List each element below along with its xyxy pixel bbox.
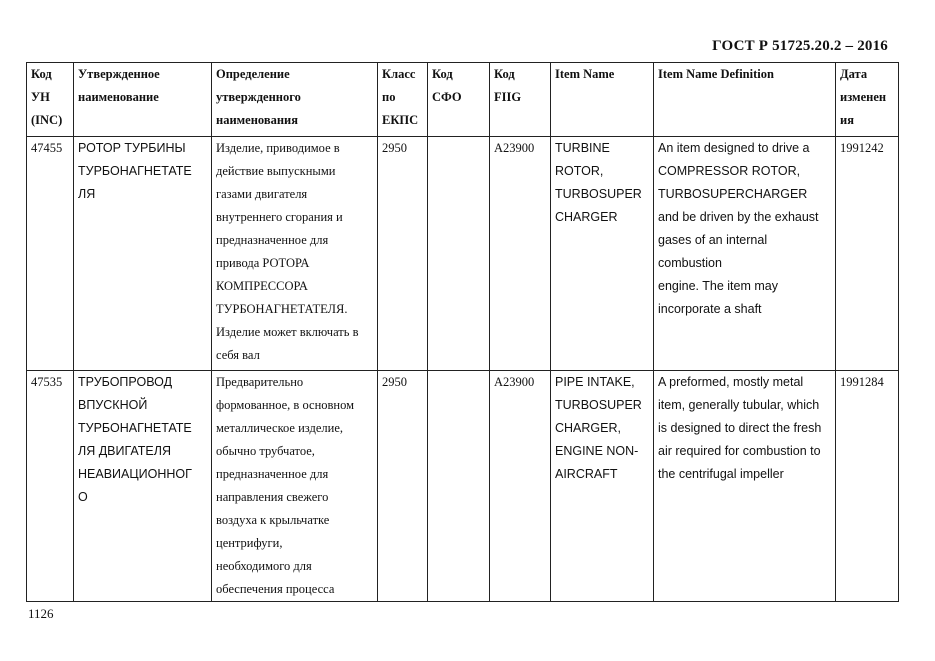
cell-text-line: Код [432,67,453,81]
header-item-name [551,63,654,137]
cell-text-line: engine. The item may [658,279,778,293]
cell-text-line: PIPE INTAKE, [555,375,635,389]
header-item-definition [654,63,836,137]
cell-text-line: incorporate a shaft [658,302,762,316]
cell-text-line: привода РОТОРА [216,256,310,270]
cell-text-line: утвержденного [216,90,301,104]
cell-text-line: формованное, в основном [216,398,355,412]
cell-date: 1991242 [836,137,899,371]
cell-item-definition [654,137,836,371]
cell-text-line: внутреннего сгорания и [216,210,343,224]
header-definition [212,63,378,137]
cell-text-line: ЛЯ [78,187,96,201]
cell-text-line: предназначенное для [216,233,329,247]
cell-text-line: TURBINE [555,141,610,155]
cell-text-line: AIRCRAFT [555,467,618,481]
cell-text-line: ЕКПС [382,113,419,127]
cell-item-name [551,371,654,602]
cell-text-line: СФО [432,90,462,104]
table-header-row [27,63,899,137]
cell-text-line: CHARGER, [555,421,621,435]
cell-text-line: газами двигателя [216,187,308,201]
cell-text-line: Предварительно [216,375,304,389]
cell-text-line: Определение [216,67,290,81]
cell-text-line: ENGINE NON- [555,444,639,458]
cell-text-line: по [382,90,396,104]
document-standard-header: ГОСТ Р 51725.20.2 – 2016 [712,38,888,54]
cell-text-line: A preformed, mostly metal [658,375,804,389]
cell-item-definition [654,371,836,602]
cell-class: 2950 [378,137,428,371]
header-approved-name [74,63,212,137]
cell-date: 1991284 [836,371,899,602]
cell-text-line: ия [840,113,854,127]
cell-item-name [551,137,654,371]
cell-text-line: ROTOR, [555,164,604,178]
cell-text-line: металлическое изделие, [216,421,344,435]
cell-text-line: COMPRESSOR ROTOR, [658,164,801,178]
table-row [27,137,899,371]
cell-text-line: TURBOSUPER [555,187,642,201]
cell-text-line: обычно трубчатое, [216,444,315,458]
cell-text-line: себя вал [216,348,260,362]
cell-text-line: действие выпускными [216,164,336,178]
cell-text-line: CHARGER [555,210,618,224]
cell-text-line: предназначенное для [216,467,329,481]
cell-text-line: наименования [216,113,299,127]
cell-approved-name [74,137,212,371]
cell-inc: 47455 [27,137,74,371]
cell-text-line: Item Name Definition [658,67,774,81]
cell-text-line: Изделие, приводимое в [216,141,340,155]
cell-text-line: gases of an internal combustion [658,233,768,270]
cell-text-line: TURBOSUPER [555,398,642,412]
cell-text-line: изменен [840,90,887,104]
table-row [27,371,899,602]
cell-text-line: УН [31,90,50,104]
cell-text-line: Изделие может включать в [216,325,359,339]
cell-fiig: A23900 [490,137,551,371]
cell-text-line: Item Name [555,67,615,81]
cell-text-line: TURBOSUPERCHARGER [658,187,808,201]
cell-text-line: обеспечения процесса [216,582,335,596]
cell-text-line: the centrifugal impeller [658,467,784,481]
cell-text-line: Утвержденное [78,67,160,81]
cell-text-line: ТУРБОНАГНЕТАТЕ [78,421,192,435]
cell-text-line: ТУРБОНАГНЕТАТЕЛЯ. [216,302,348,316]
cell-text-line: НЕАВИАЦИОННОГ [78,467,192,481]
header-fiig [490,63,551,137]
page-number: 1126 [28,606,54,621]
cell-text-line: РОТОР ТУРБИНЫ [78,141,186,155]
cell-text-line: FIIG [494,90,522,104]
cell-text-line: and be driven by the exhaust [658,210,819,224]
cell-inc: 47535 [27,371,74,602]
cell-text-line: ВПУСКНОЙ [78,398,148,412]
header-inc [27,63,74,137]
cell-text-line: is designed to direct the fresh [658,421,822,435]
cell-text-line: ТУРБОНАГНЕТАТЕ [78,164,192,178]
cell-definition [212,371,378,602]
header-date [836,63,899,137]
cell-sfo [428,371,490,602]
header-sfo [428,63,490,137]
cell-text-line: центрифуги, [216,536,283,550]
cell-text-line: ЛЯ ДВИГАТЕЛЯ [78,444,171,458]
cell-text-line: ТРУБОПРОВОД [78,375,173,389]
cell-text-line: item, generally tubular, which [658,398,820,412]
cell-approved-name [74,371,212,602]
cell-text-line: необходимого для [216,559,312,573]
cell-text-line: Класс [382,67,416,81]
cell-text-line: An item designed to drive a [658,141,810,155]
cell-text-line: КОМПРЕССОРА [216,279,308,293]
cell-text-line: (INC) [31,113,63,127]
cell-definition [212,137,378,371]
catalog-table [26,62,899,602]
cell-text-line: О [78,490,88,504]
cell-text-line: Код [494,67,515,81]
cell-text-line: воздуха к крыльчатке [216,513,330,527]
cell-text-line: Код [31,67,52,81]
cell-text-line: направления свежего [216,490,329,504]
cell-text-line: наименование [78,90,159,104]
cell-class: 2950 [378,371,428,602]
cell-fiig: A23900 [490,371,551,602]
cell-text-line: air required for combustion to [658,444,821,458]
cell-sfo [428,137,490,371]
header-class [378,63,428,137]
cell-text-line: Дата [840,67,868,81]
